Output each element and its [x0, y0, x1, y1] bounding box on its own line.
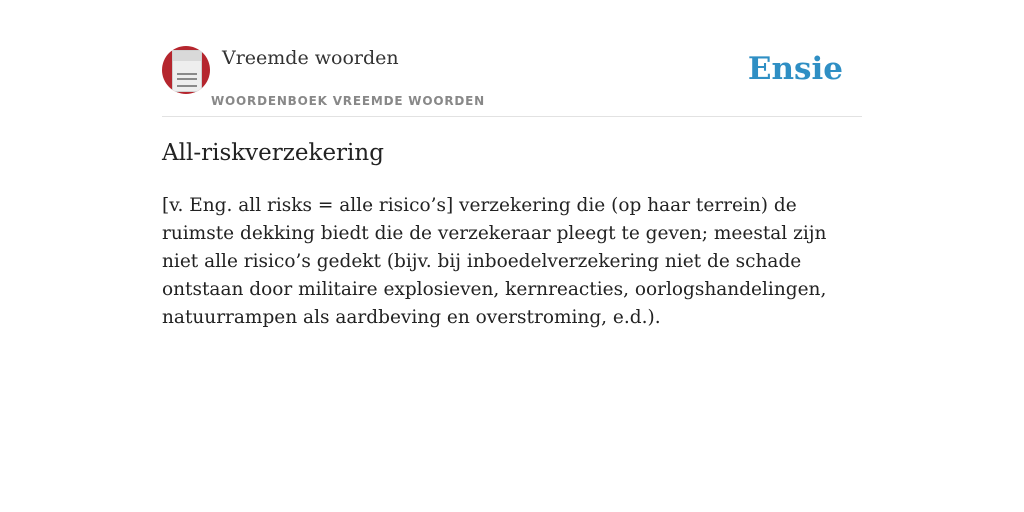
entry-definition: [v. Eng. all risks = alle risico’s] verzekering die (op haar terrein) de ruimste dekking biedt die de verzekeraar pleegt te geven; meestal zijn niet alle risico’s gedekt (bijv. bij inboedelverzekering niet de schade ontstaan door militaire explosieven, kernreacties, oorlogshandelingen, natuurrampen als aardbeving en overstroming, e.d.).: [162, 195, 827, 328]
book-title[interactable]: Vreemde woorden: [222, 47, 399, 69]
book-cover: [172, 50, 202, 92]
header: [162, 44, 862, 117]
book-cover-icon[interactable]: [162, 46, 210, 94]
entry-title: All-riskverzekering: [162, 140, 384, 166]
book-subtitle: WOORDENBOEK VREEMDE WOORDEN: [211, 94, 485, 108]
brand-logo-link[interactable]: Ensie: [747, 51, 843, 87]
